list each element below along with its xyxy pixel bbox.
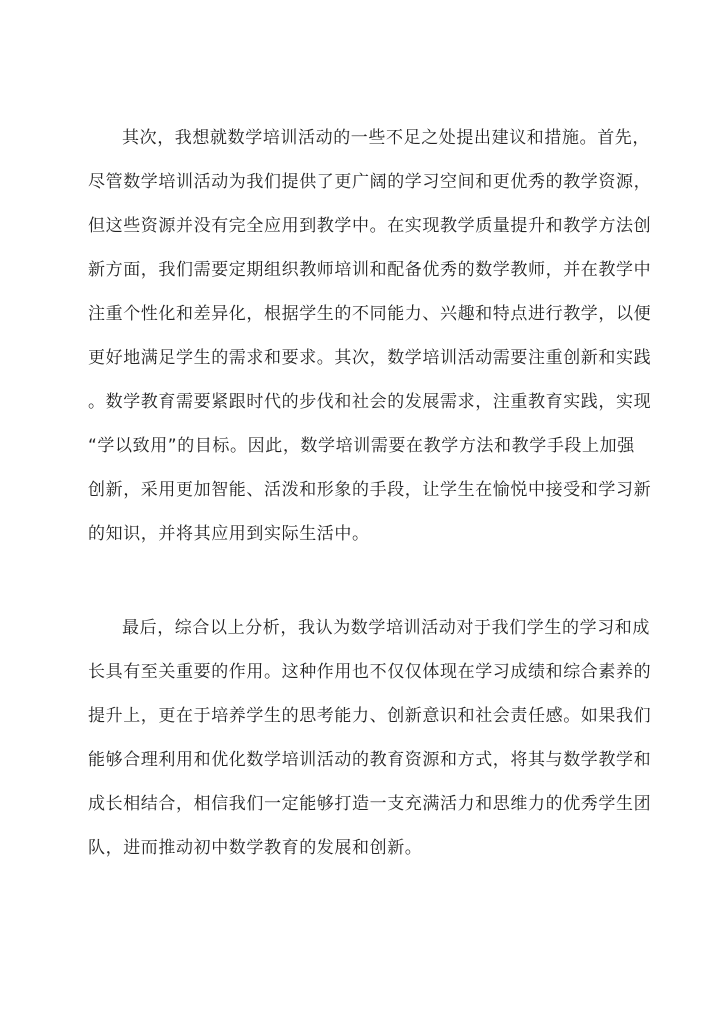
paragraph-line: 队，进而推动初中数学教育的发展和创新。: [88, 838, 423, 858]
paragraph-line: 尽管数学培训活动为我们提供了更广阔的学习空间和更优秀的教学资源，: [88, 172, 652, 192]
paragraph-line: 的知识，并将其应用到实际生活中。: [88, 524, 370, 544]
paragraph-line: 最后，综合以上分析，我认为数学培训活动对于我们学生的学习和成: [122, 618, 650, 638]
paragraph-line: 长具有至关重要的作用。这种作用也不仅仅体现在学习成绩和综合素养的: [88, 662, 652, 682]
paragraph-line: 能够合理利用和优化数学培训活动的教育资源和方式，将其与数学教学和: [88, 750, 652, 770]
paragraph-line: “学以致用”的目标。因此，数学培训需要在教学方法和教学手段上加强: [88, 436, 635, 456]
paragraph-line: 注重个性化和差异化，根据学生的不同能力、兴趣和特点进行教学，以便: [88, 304, 652, 324]
paragraph-line: 更好地满足学生的需求和要求。其次，数学培训活动需要注重创新和实践: [88, 348, 652, 368]
paragraph-line: 但这些资源并没有完全应用到教学中。在实现教学质量提升和教学方法创: [88, 216, 652, 236]
paragraph-line: 创新，采用更加智能、活泼和形象的手段，让学生在愉悦中接受和学习新: [88, 480, 652, 500]
paragraph-line: 其次，我想就数学培训活动的一些不足之处提出建议和措施。首先，: [122, 128, 650, 148]
paragraph-line: 新方面，我们需要定期组织教师培训和配备优秀的数学教师，并在教学中: [88, 260, 652, 280]
paragraph-line: 成长相结合，相信我们一定能够打造一支充满活力和思维力的优秀学生团: [88, 794, 652, 814]
paragraph-line: 提升上，更在于培养学生的思考能力、创新意识和社会责任感。如果我们: [88, 706, 652, 726]
paragraph-line: 。数学教育需要紧跟时代的步伐和社会的发展需求，注重教育实践，实现: [88, 392, 652, 412]
